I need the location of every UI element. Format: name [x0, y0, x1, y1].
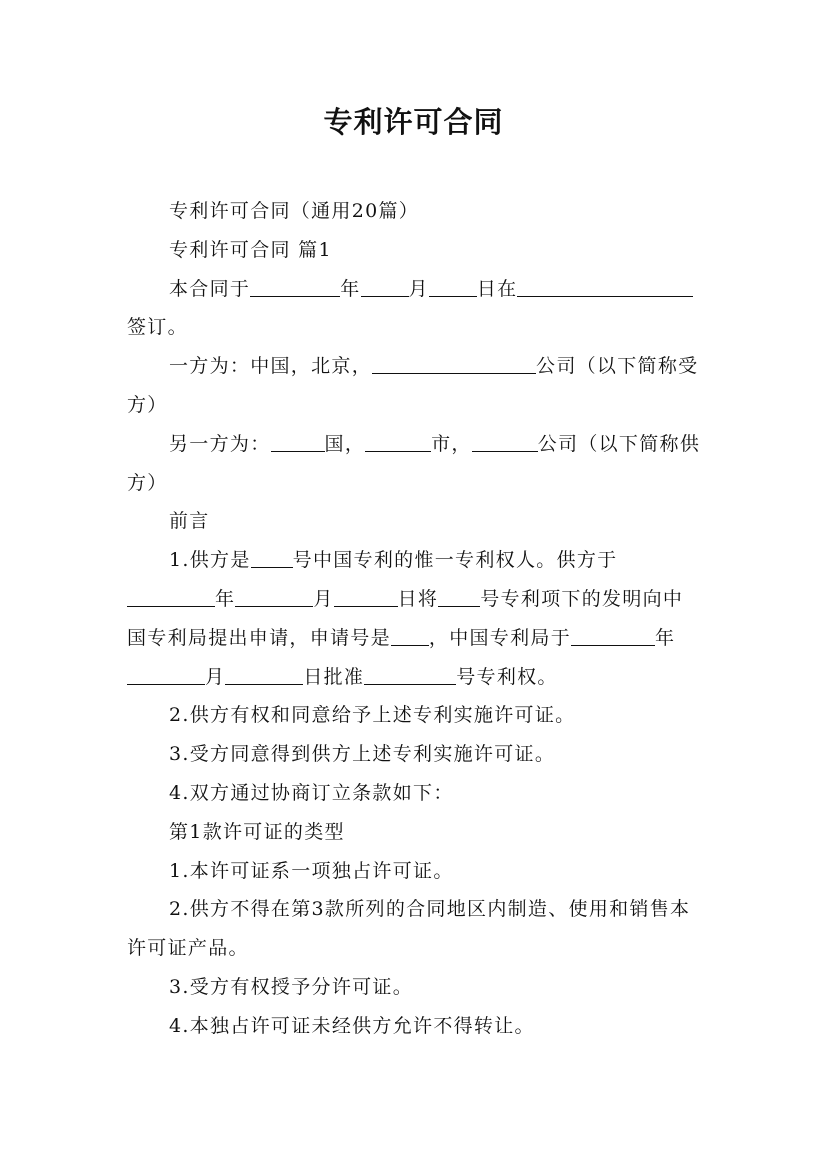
preface-item-3: 3.受方同意得到供方上述专利实施许可证。: [169, 743, 556, 766]
blank-field: [334, 587, 398, 607]
blank-field: [250, 277, 340, 297]
blank-field: [235, 587, 313, 607]
clause-1-item-2: 2.供方不得在第3款所列的合同地区内制造、使用和销售本许可证产品。: [127, 898, 691, 960]
preface-item-2: 2.供方有权和同意给予上述专利实施许可证。: [169, 704, 576, 727]
preface-item-4: 4.双方通过协商订立条款如下：: [169, 781, 454, 804]
blank-field: [127, 665, 205, 685]
clause-1-item-1: 1.本许可证系一项独占许可证。: [169, 859, 454, 882]
blank-field: [251, 548, 293, 568]
blank-field: [391, 626, 429, 646]
blank-field: [429, 277, 477, 297]
blank-field: [271, 432, 325, 452]
para-sign: 本合同于 年 月 日在签订。: [127, 270, 703, 348]
clause-1-item-4: 4.本独占许可证未经供方允许不得转让。: [169, 1014, 535, 1037]
para-party-b: 另一方为： 国， 市， 公司（以下简称供方）: [127, 432, 701, 494]
blank-field: [364, 665, 456, 685]
blank-field: [472, 432, 538, 452]
blank-field: [517, 277, 693, 297]
para-party-a: 一方为：中国，北京， 公司（以下简称受方）: [127, 355, 699, 416]
blank-field: [361, 277, 409, 297]
blank-field: [225, 665, 303, 685]
clause-1-heading: 第1款许可证的类型: [169, 820, 345, 843]
part-heading: 专利许可合同 篇1: [169, 238, 332, 261]
blank-field: [372, 354, 536, 374]
document-title: 专利许可合同: [323, 105, 504, 139]
blank-field: [571, 626, 655, 646]
blank-field: [127, 587, 215, 607]
preface-item-1: 1.供方是 号中国专利的惟一专利权人。供方于年 月 日将 号专利项下的发明向中国专利局提出申请，申请号是 ，中国专利局于 年月 日批准 号专利权。: [127, 549, 684, 688]
document-subtitle: 专利许可合同（通用20篇）: [169, 200, 420, 222]
blank-field: [438, 587, 480, 607]
preface-heading: 前言: [169, 510, 210, 533]
blank-field: [365, 432, 431, 452]
document-body: [127, 192, 703, 1046]
clause-1-item-3: 3.受方有权授予分许可证。: [169, 975, 414, 998]
